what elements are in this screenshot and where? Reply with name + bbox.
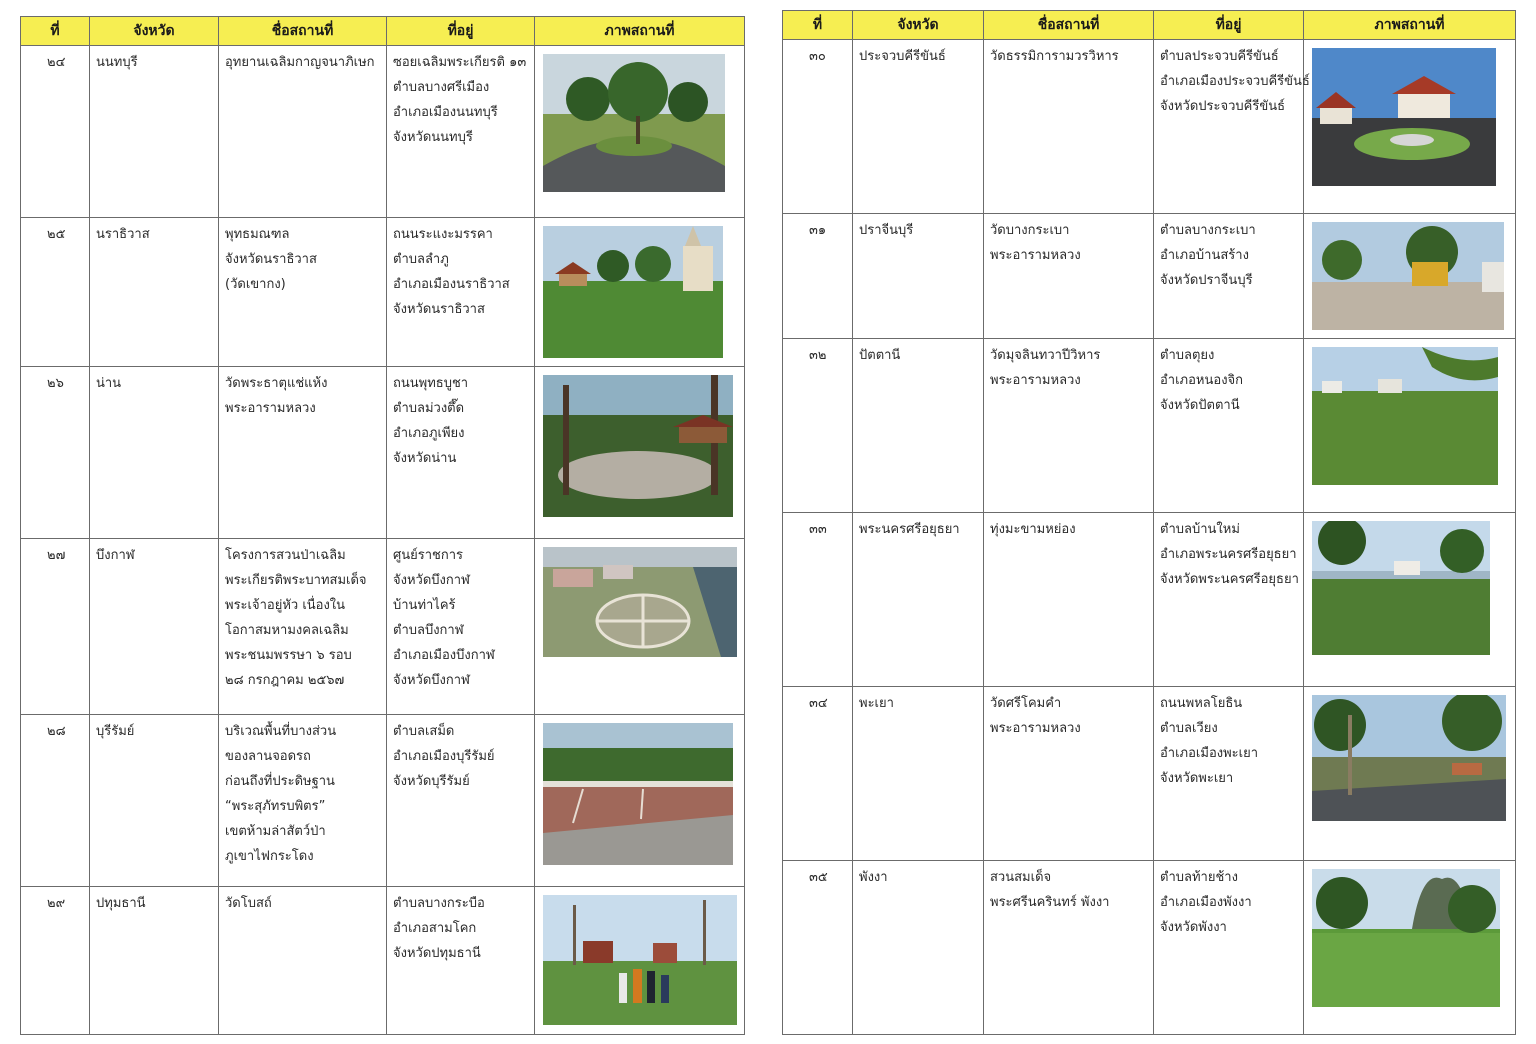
place-name-line: ก่อนถึงที่ประดิษฐาน	[225, 774, 335, 789]
address-line: จังหวัดนราธิวาส	[393, 302, 485, 317]
row-number: ๒๔	[21, 46, 90, 218]
address-line: ตำบลประจวบคีรีขันธ์	[1160, 49, 1279, 64]
row-number: ๒๕	[21, 218, 90, 367]
place-name-cell	[984, 214, 1154, 339]
place-name-cell	[219, 218, 387, 367]
left-table	[20, 16, 745, 1035]
header-no: ที่	[21, 17, 90, 46]
address-cell	[387, 715, 535, 887]
address-cell	[387, 367, 535, 539]
address-line: อำเภอเมืองพังงา	[1160, 895, 1252, 910]
address-line: ตำบลบางกระบือ	[393, 896, 485, 911]
place-name-line: วัดธรรมิการามวรวิหาร	[990, 49, 1119, 64]
place-name-cell	[984, 513, 1154, 687]
address-line: จังหวัดบึงกาฬ	[393, 673, 470, 688]
place-name-line: โครงการสวนป่าเฉลิม	[225, 548, 346, 563]
address-line: จังหวัดพังงา	[1160, 920, 1227, 935]
address-line: ตำบลบางศรีเมือง	[393, 80, 490, 95]
address-line: จังหวัดบุรีรัมย์	[393, 774, 470, 789]
address-line: ตำบลเวียง	[1160, 721, 1218, 736]
place-name-line: จังหวัดนราธิวาส	[225, 252, 317, 267]
row-number: ๓๑	[783, 214, 853, 339]
place-name-cell	[219, 539, 387, 715]
address-line: จังหวัดปัตตานี	[1160, 398, 1240, 413]
address-cell	[1154, 513, 1304, 687]
temple-yard-photo	[1312, 222, 1504, 330]
province-cell: นราธิวาส	[90, 218, 219, 367]
province-cell: บุรีรัมย์	[90, 715, 219, 887]
address-line: อำเภอสามโคก	[393, 921, 477, 936]
address-cell	[387, 539, 535, 715]
park-roundabout-photo	[543, 54, 725, 192]
address-line: อำเภอพระนครศรีอยุธยา	[1160, 547, 1297, 562]
address-line: จังหวัดปทุมธานี	[393, 946, 481, 961]
address-line: อำเภอเมืองนนทบุรี	[393, 105, 498, 120]
address-line: ตำบลลำภู	[393, 252, 449, 267]
address-line: ตำบลบางกระเบา	[1160, 223, 1256, 238]
place-name-line: โอกาสมหามงคลเฉลิม	[225, 623, 349, 638]
header-address: ที่อยู่	[1154, 11, 1304, 40]
address-line: จังหวัดบึงกาฬ	[393, 573, 470, 588]
place-name-line: วัดบางกระเบา	[990, 223, 1070, 238]
place-name-cell	[219, 367, 387, 539]
province-cell: ประจวบคีรีขันธ์	[853, 40, 984, 214]
address-line: จังหวัดน่าน	[393, 451, 457, 466]
place-name-cell	[984, 40, 1154, 214]
row-number: ๒๖	[21, 367, 90, 539]
place-name-line: เขตห้ามล่าสัตว์ป่า	[225, 824, 326, 839]
place-name-line: พระอารามหลวง	[225, 401, 316, 416]
table-header-row	[21, 17, 745, 46]
photo-cell	[535, 46, 745, 218]
province-cell: น่าน	[90, 367, 219, 539]
table-row	[21, 539, 745, 715]
photo-cell	[1304, 687, 1516, 861]
photo-cell	[535, 218, 745, 367]
address-line: ถนนระแงะมรรคา	[393, 227, 493, 242]
photo-cell	[535, 367, 745, 539]
address-line: ตำบลตุยง	[1160, 348, 1215, 363]
photo-cell	[535, 715, 745, 887]
table-row	[783, 339, 1516, 513]
address-line: ตำบลบึงกาฬ	[393, 623, 464, 638]
address-line: ศูนย์ราชการ	[393, 548, 464, 563]
address-line: จังหวัดประจวบคีรีขันธ์	[1160, 99, 1286, 114]
riverside-lawn-photo	[1312, 521, 1490, 655]
place-name-line: อุทยานเฉลิมกาญจนาภิเษก	[225, 55, 375, 70]
place-name-line: วัดโบสถ์	[225, 896, 272, 911]
address-line: ถนนพหลโยธิน	[1160, 696, 1243, 711]
address-line: อำเภอหนองจิก	[1160, 373, 1244, 388]
photo-cell	[1304, 861, 1516, 1035]
place-name-line: พระเจ้าอยู่หัว เนื่องใน	[225, 598, 346, 613]
table-row	[21, 887, 745, 1035]
row-number: ๒๙	[21, 887, 90, 1035]
address-line: จังหวัดนนทบุรี	[393, 130, 473, 145]
photo-cell	[535, 539, 745, 715]
header-province: จังหวัด	[853, 11, 984, 40]
place-name-line: ภูเขาไฟกระโดง	[225, 849, 314, 864]
header-photo: ภาพสถานที่	[535, 17, 745, 46]
place-name-line: พระชนมพรรษา ๖ รอบ	[225, 648, 352, 663]
address-cell	[387, 46, 535, 218]
place-name-line: พระอารามหลวง	[990, 373, 1081, 388]
address-cell	[387, 887, 535, 1035]
row-number: ๓๔	[783, 687, 853, 861]
table-row	[21, 367, 745, 539]
place-name-cell	[984, 339, 1154, 513]
place-name-cell	[219, 715, 387, 887]
address-line: อำเภอเมืองบุรีรัมย์	[393, 749, 495, 764]
right-table	[782, 10, 1516, 1035]
address-line: ถนนพุทธบูชา	[393, 376, 469, 391]
place-name-line: วัดมุจลินทวาปีวิหาร	[990, 348, 1101, 363]
header-photo: ภาพสถานที่	[1304, 11, 1516, 40]
group-field-photo	[543, 895, 737, 1025]
address-line: จังหวัดปราจีนบุรี	[1160, 273, 1253, 288]
table-row	[783, 40, 1516, 214]
row-number: ๓๐	[783, 40, 853, 214]
place-name-line: สวนสมเด็จ	[990, 870, 1052, 885]
address-line: จังหวัดพะเยา	[1160, 771, 1234, 786]
address-cell	[1154, 339, 1304, 513]
address-cell	[1154, 40, 1310, 214]
province-cell: พระนครศรีอยุธยา	[853, 513, 984, 687]
header-address: ที่อยู่	[387, 17, 535, 46]
address-line: อำเภอเมืองนราธิวาส	[393, 277, 510, 292]
province-cell: พังงา	[853, 861, 984, 1035]
open-grass-photo	[1312, 347, 1498, 485]
address-line: ตำบลท้ายช้าง	[1160, 870, 1238, 885]
table-row	[783, 214, 1516, 339]
place-name-line: (วัดเขากง)	[225, 277, 286, 292]
row-number: ๓๓	[783, 513, 853, 687]
table-row	[783, 513, 1516, 687]
table-row	[21, 218, 745, 367]
place-name-line: “พระสุภัทรบพิตร”	[225, 799, 326, 814]
place-name-cell	[984, 687, 1154, 861]
province-cell: นนทบุรี	[90, 46, 219, 218]
photo-cell	[1304, 339, 1516, 513]
address-cell	[387, 218, 535, 367]
table-row	[783, 861, 1516, 1035]
table-header-row	[783, 11, 1516, 40]
table-row	[21, 46, 745, 218]
header-no: ที่	[783, 11, 853, 40]
address-line: ตำบลบ้านใหม่	[1160, 522, 1240, 537]
place-name-line: พระอารามหลวง	[990, 248, 1081, 263]
address-cell	[1154, 861, 1304, 1035]
province-cell: บึงกาฬ	[90, 539, 219, 715]
place-name-line: วัดพระธาตุแช่แห้ง	[225, 376, 328, 391]
address-line: อำเภอบ้านสร้าง	[1160, 248, 1249, 263]
temple-lawn-photo	[543, 226, 723, 358]
place-name-line: วัดศรีโคมคำ	[990, 696, 1062, 711]
photo-cell	[1304, 40, 1516, 214]
place-name-line: ของลานจอดรถ	[225, 749, 311, 764]
address-line: บ้านท่าไคร้	[393, 598, 456, 613]
forest-courtyard-photo	[543, 375, 733, 517]
place-name-line: พุทธมณฑล	[225, 227, 290, 242]
place-name-line: พระเกียรติพระบาทสมเด็จ	[225, 573, 367, 588]
address-cell	[1154, 687, 1304, 861]
palm-mountain-photo	[1312, 869, 1500, 1007]
province-cell: ปัตตานี	[853, 339, 984, 513]
header-place-name: ชื่อสถานที่	[984, 11, 1154, 40]
header-place-name: ชื่อสถานที่	[219, 17, 387, 46]
row-number: ๓๒	[783, 339, 853, 513]
place-name-line: ๒๘ กรกฎาคม ๒๕๖๗	[225, 673, 345, 688]
row-number: ๒๗	[21, 539, 90, 715]
place-name-line: พระศรีนครินทร์ พังงา	[990, 895, 1110, 910]
address-line: จังหวัดพระนครศรีอยุธยา	[1160, 572, 1299, 587]
aerial-garden-photo	[543, 547, 737, 657]
table-row	[21, 715, 745, 887]
tree-lot-photo	[1312, 695, 1506, 821]
pavilion-plaza-photo	[1312, 48, 1496, 186]
address-line: อำเภอภูเพียง	[393, 426, 465, 441]
province-cell: ปทุมธานี	[90, 887, 219, 1035]
place-name-cell	[219, 46, 387, 218]
address-line: ตำบลม่วงตึ๊ด	[393, 401, 465, 416]
row-number: ๓๕	[783, 861, 853, 1035]
place-name-line: พระอารามหลวง	[990, 721, 1081, 736]
place-name-cell	[219, 887, 387, 1035]
province-cell: ปราจีนบุรี	[853, 214, 984, 339]
address-cell	[1154, 214, 1304, 339]
address-line: ตำบลเสม็ด	[393, 724, 455, 739]
table-row	[783, 687, 1516, 861]
address-line: อำเภอเมืองประจวบคีรีขันธ์	[1160, 74, 1310, 89]
place-name-line: ทุ่งมะขามหย่อง	[990, 522, 1076, 537]
photo-cell	[1304, 513, 1516, 687]
address-line: อำเภอเมืองพะเยา	[1160, 746, 1259, 761]
address-line: อำเภอเมืองบึงกาฬ	[393, 648, 495, 663]
photo-cell	[535, 887, 745, 1035]
row-number: ๒๘	[21, 715, 90, 887]
brick-parking-photo	[543, 723, 733, 865]
place-name-cell	[984, 861, 1154, 1035]
photo-cell	[1304, 214, 1516, 339]
province-cell: พะเยา	[853, 687, 984, 861]
address-line: ซอยเฉลิมพระเกียรติ ๑๓	[393, 55, 527, 70]
header-province: จังหวัด	[90, 17, 219, 46]
place-name-line: บริเวณพื้นที่บางส่วน	[225, 724, 337, 739]
